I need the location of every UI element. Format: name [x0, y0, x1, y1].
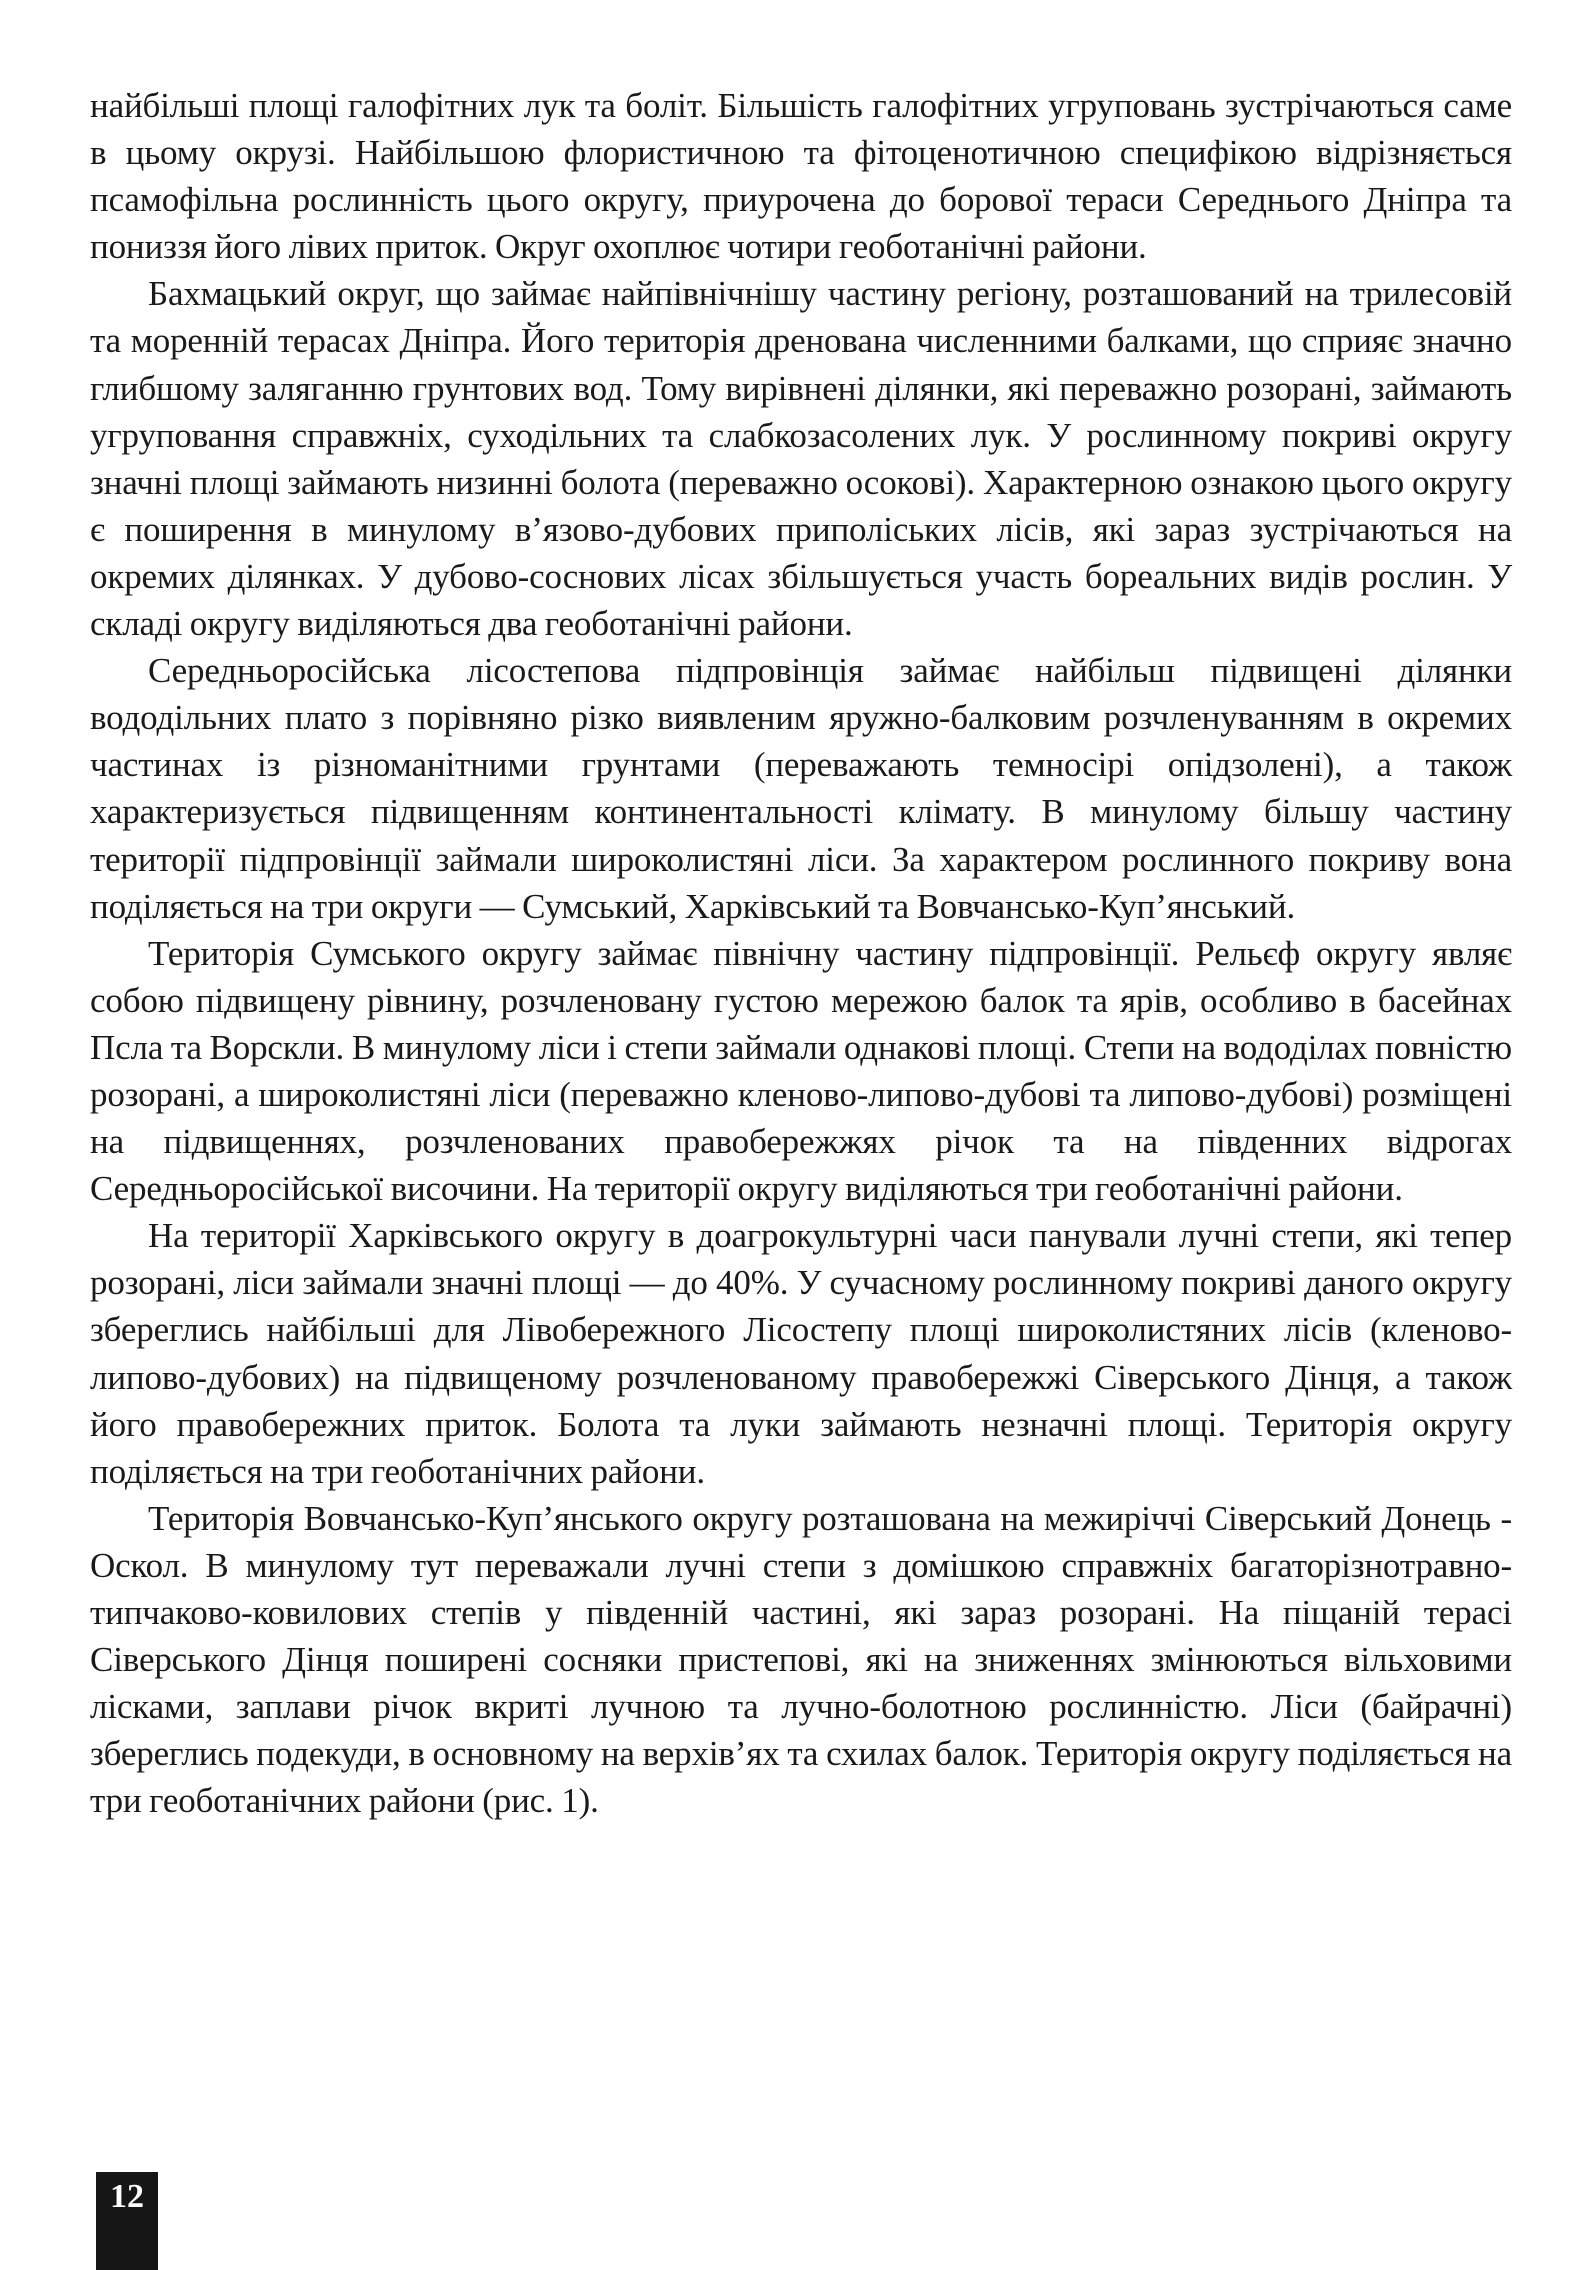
paragraph-vovchansk-kupiansk-district: Територія Вовчансько-Куп’янського округу розташована на межиріччі Сіверський Донець - Оскол. В минулому тут переважали лучні степи з домішкою справжніх багаторізнотравно-типчаково-ковилових степів у південній частині, які зараз розорані. На піщаній терасі Сіверського Дінця поширені сосняки пристепові, які на зниженнях змінюються вільховими лісками, заплави річок вкриті лучною та лучно-болотною рослинністю. Ліси (байрачні) збереглись подекуди, в основному на верхів’ях та схилах балок. Територія округу поділяється на три геоботанічних райони (рис. 1). [90, 1498, 1512, 1821]
page-number-tab [96, 2172, 158, 2270]
paragraph-bakhmach-district: Бахмацький округ, що займає найпівнічнішу частину регіону, розташований на трилесовій та моренній терасах Дніпра. Його територія дренована численними балками, що сприяє значно глибшому заляганню грунтових вод. Тому вирівнені ділянки, які переважно розорані, займають угруповання справжніх, суходільних та слабкозасолених лук. У рослинному покриві округу значні площі займають низинні болота (переважно осокові). Характерною ознакою цього округу є поширення в минулому в’язово-дубових приполіських лісів, які зараз зустрічаються на окремих ділянках. У дубово-соснових лісах збільшується участь бореальних видів рослин. У складі округу виділяються два геоботанічні райони. [90, 274, 1512, 644]
paragraph-sumy-district: Територія Сумського округу займає північну частину підпровінції. Рельєф округу являє собою підвищену рівнину, розчленовану густою мережою балок та ярів, особливо в басейнах Псла та Ворскли. В минулому ліси і степи займали однакові площі. Степи на вододілах повністю розорані, а широколистяні ліси (переважно кленово-липово-дубові та липово-дубові) розміщені на підвищеннях, розчленованих правобережжях річок та на південних відрогах Середньоросійської височини. На території округу виділяються три геоботанічні райони. [90, 933, 1512, 1209]
paragraph-continuation: найбільші площі галофітних лук та боліт. Більшість галофітних угруповань зустрічаються саме в цьому окрузі. Найбільшою флористичною та фітоценотичною специфікою відрізняється псамофільна рослинність цього округу, приурочена до борової тераси Середнього Дніпра та пониззя його лівих приток. Округ охоплює чотири геоботанічні райони. [90, 86, 1512, 267]
page-number: 12 [110, 2178, 144, 2215]
page-body [90, 82, 1512, 1824]
paragraph-kharkiv-district: На території Харківського округу в доагрокультурні часи панували лучні степи, які тепер розорані, ліси займали значні площі — до 40%. У сучасному рослинному покриві даного округу збереглись найбільші для Лівобережного Лісостепу площі широколистяних лісів (кленово-липово-дубових) на підвищеному розчленованому правобережжі Сіверського Дінця, а також його правобережних приток. Болота та луки займають незначні площі. Територія округу поділяється на три геоботанічних райони. [90, 1216, 1512, 1491]
paragraph-central-russian-subprovince: Середньоросійська лісостепова підпровінція займає найбільш підвищені ділянки вододільних плато з порівняно різко виявленим яружно-балковим розчленуванням в окремих частинах із різноманітними грунтами (переважають темносірі опідзолені), а також характеризується підвищенням континентальності клімату. В минулому більшу частину території підпровінції займали широколистяні ліси. За характером рослинного покриву вона поділяється на три округи — Сумський, Харківський та Вовчансько-Куп’янський. [90, 651, 1512, 926]
